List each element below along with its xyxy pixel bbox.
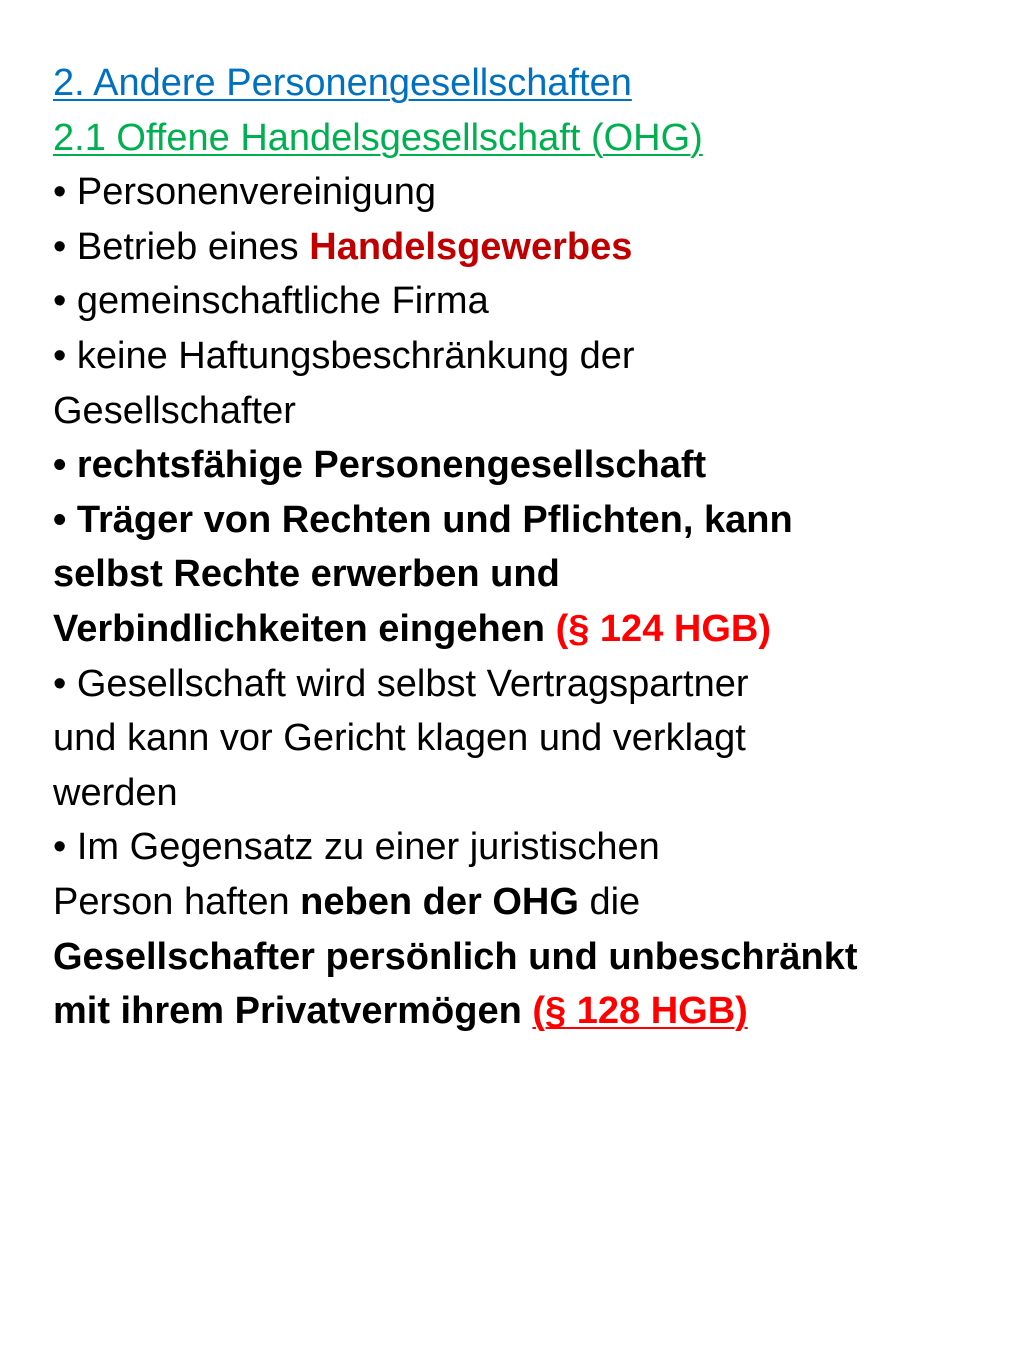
- bullet-haftung-line2: Gesellschafter: [53, 389, 296, 432]
- bullet-text: Im Gegensatz zu einer juristischen: [76, 826, 660, 869]
- bullet-text: Träger von Rechten und Pflichten, kann: [76, 498, 793, 541]
- bullet-mark: •: [53, 225, 67, 268]
- bullet-handelsgewerbe: [53, 220, 993, 275]
- bullet-text: Betrieb eines: [76, 225, 310, 268]
- citation-128-hgb: (§ 128 HGB): [532, 990, 748, 1033]
- bullet-personenvereinigung: [53, 165, 993, 220]
- bullet-gegensatz-line1: [53, 820, 993, 875]
- bullet-text: keine Haftungsbeschränkung der: [76, 334, 635, 377]
- bullet-firma: [53, 274, 993, 329]
- bullet-text: Verbindlichkeiten eingehen: [53, 607, 546, 650]
- bullet-text: gemeinschaftliche Firma: [76, 280, 489, 323]
- bullet-text: Personenvereinigung: [76, 171, 437, 214]
- bullet-text: Person haften: [53, 880, 301, 923]
- bullet-mark: •: [53, 662, 67, 705]
- emphasis-neben-der-ohg: neben der OHG: [300, 880, 579, 923]
- emphasis-handelsgewerbes: Handelsgewerbes: [309, 225, 633, 268]
- section-heading: 2. Andere Personengesellschaften: [53, 62, 632, 104]
- bullet-mark: •: [53, 826, 67, 869]
- bullet-haftung-line1: [53, 329, 993, 384]
- bullet-text: die: [578, 880, 641, 923]
- subsection-heading: 2.1 Offene Handelsgesellschaft (OHG): [53, 116, 703, 159]
- bullet-gegensatz-line2: [53, 875, 993, 930]
- bullet-text: mit ihrem Privatvermögen: [53, 990, 522, 1033]
- bullet-text: rechtsfähige Personengesellschaft: [76, 444, 707, 487]
- bullet-mark: •: [53, 171, 67, 214]
- bullet-rechtsfaehig: [53, 438, 993, 493]
- bullet-gegensatz-line4: [53, 984, 993, 1039]
- bullet-traeger-line1: [53, 493, 993, 548]
- citation-124-hgb: (§ 124 HGB): [555, 607, 771, 650]
- bullet-mark: •: [53, 334, 67, 377]
- bullet-mark: •: [53, 280, 67, 323]
- slide-content: [53, 56, 993, 1039]
- bullet-traeger-line2: selbst Rechte erwerben und: [53, 553, 560, 596]
- bullet-mark: •: [53, 444, 67, 487]
- bullet-text: Gesellschaft wird selbst Vertragspartner: [76, 662, 749, 705]
- bullet-vertragspartner-line1: [53, 657, 993, 712]
- bullet-traeger-line3: [53, 602, 993, 657]
- bullet-vertragspartner-line2: und kann vor Gericht klagen und verklagt: [53, 717, 746, 760]
- bullet-gegensatz-line3: Gesellschafter persönlich und unbeschränkt: [53, 935, 858, 978]
- bullet-vertragspartner-line3: werden: [53, 771, 178, 814]
- bullet-mark: •: [53, 498, 67, 541]
